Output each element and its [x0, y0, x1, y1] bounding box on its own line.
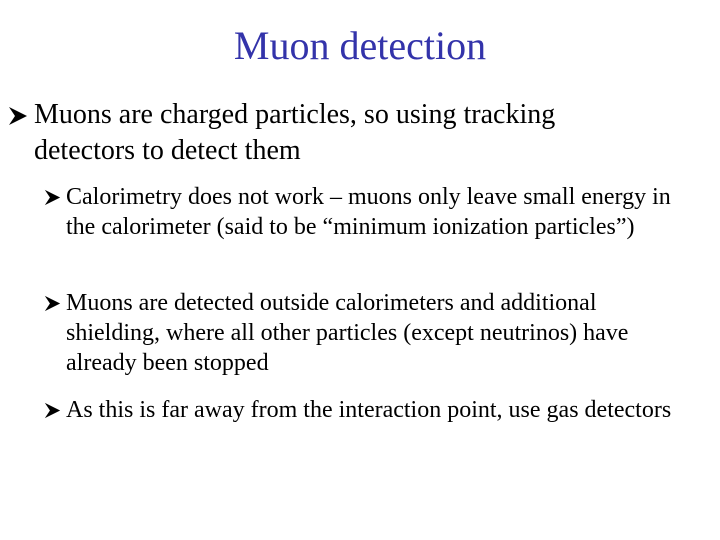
sub-bullet-text: As this is far away from the interaction point, use gas detectors: [66, 397, 672, 423]
bullet-text: Muons are charged particles, so using tracking detectors to detect them: [34, 99, 556, 166]
arrowhead-bullet-icon: [44, 288, 66, 318]
arrowhead-bullet-icon: [44, 182, 66, 212]
slide-title: Muon detection: [233, 23, 487, 68]
arrowhead-bullet-icon: [44, 395, 66, 425]
sub-bullet-item: [44, 182, 694, 242]
bullet-item: [8, 97, 648, 169]
sub-bullet-item: [44, 288, 694, 378]
arrowhead-bullet-icon: [8, 97, 34, 133]
sub-bullet-text: Muons are detected outside calorimeters and additional shielding, where all other particles (except neutrinos) have already been stopped: [66, 290, 629, 376]
sub-bullet-text: Calorimetry does not work – muons only leave small energy in the calorimeter (said to be “minimum ionization particles”): [66, 184, 671, 240]
sub-bullet-item: [44, 395, 694, 425]
